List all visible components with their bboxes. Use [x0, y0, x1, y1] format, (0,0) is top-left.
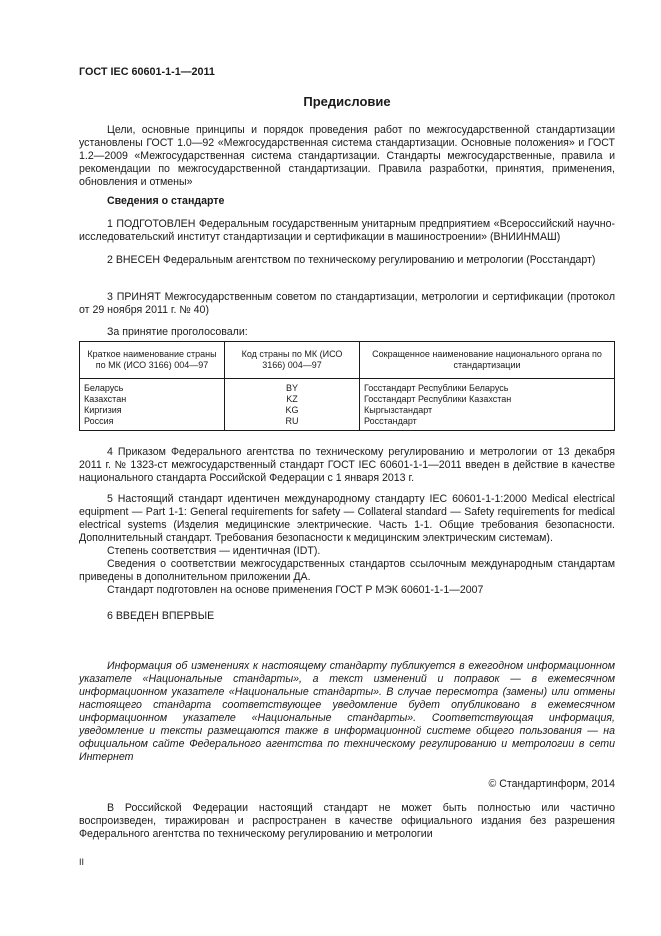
table-header-code: Код страны по МК (ИСО 3166) 004—97	[225, 342, 360, 379]
section-subtitle: Сведения о стандарте	[107, 195, 225, 207]
cell-country: Киргизия	[80, 405, 225, 416]
cell-country: Беларусь	[80, 379, 225, 395]
item-5	[79, 493, 615, 597]
item-2-text: 2 ВНЕСЕН Федеральным агентством по техническому регулированию и метрологии (Росстандарт)	[107, 254, 596, 266]
item-3	[79, 291, 615, 317]
item-6	[79, 610, 615, 623]
cell-code: BY	[225, 379, 360, 395]
cell-code: KG	[225, 405, 360, 416]
table-row	[80, 394, 615, 405]
vote-label-block	[79, 326, 615, 339]
document-header: ГОСТ IEC 60601-1-1—2011	[79, 66, 215, 78]
item-5-basis: Стандарт подготовлен на основе применения ГОСТ Р МЭК 60601-1-1—2007	[107, 584, 484, 596]
intro-section	[79, 124, 615, 189]
table-row	[80, 416, 615, 431]
item-5-text: 5 Настоящий стандарт идентичен международному стандарту IEC 60601-1-1:2000 Medical electrical equipment — Part 1-1: General requirements for safety — Collateral standard — Safety requirements for medical electrical systems (Изделия медицинские электрические. Часть 1-1. Общие требования безопасности. Дополнительный стандарт. Требования безопасности к медицинским электрическим системам).	[79, 493, 615, 544]
cell-code: RU	[225, 416, 360, 431]
reproduction-notice	[79, 802, 615, 841]
page-number: II	[79, 857, 85, 867]
cell-code: KZ	[225, 394, 360, 405]
item-6-text: 6 ВВЕДЕН ВПЕРВЫЕ	[107, 610, 215, 622]
intro-paragraph: Цели, основные принципы и порядок проведения работ по межгосударственной стандартизации установлены ГОСТ 1.0—92 «Межгосударственная система стандартизации. Основные положения» и ГОСТ 1.2—2009 «Межгосударственная система стандартизации. Стандарты межгосударственные, правила и рекомендации по межгосударственной стандартизации. Правила разработки, принятия, применения, обновления и отмены»	[79, 124, 615, 188]
item-5-refs: Сведения о соответствии межгосударственных стандартов ссылочным международным стандартам приведены в дополнительном приложении ДА.	[79, 558, 615, 583]
document-page	[79, 0, 615, 936]
table-header-country: Краткое наименование страны по МК (ИСО 3166) 004—97	[80, 342, 225, 379]
item-3-text: 3 ПРИНЯТ Межгосударственным советом по стандартизации, метрологии и сертификации (протокол от 29 ноября 2011 г. № 40)	[79, 291, 615, 316]
info-notice-text: Информация об изменениях к настоящему стандарту публикуется в ежегодном информационном указателе «Национальные стандарты», а текст изменений и поправок — в ежемесячном информационном указателе «Национальные стандарты». В случае пересмотра (замены) или отмены настоящего стандарта соответствующее уведомление будет опубликовано в ежемесячном информационном указателе «Национальные стандарты». Соответствующая информация, уведомление и тексты размещаются также в информационной системе общего пользования — на официальном сайте Федерального агентства по техническому регулированию и метрологии в сети Интернет	[79, 660, 615, 763]
item-4-text: 4 Приказом Федерального агентства по техническому регулированию и метрологии от 13 декабря 2011 г. № 1323-ст межгосударственный стандарт ГОСТ IEC 60601-1-1—2011 введен в действие в качестве национального стандарта Российской Федерации с 1 января 2013 г.	[79, 446, 615, 484]
cell-body: Госстандарт Республики Казахстан	[360, 394, 615, 405]
cell-country: Россия	[80, 416, 225, 431]
table-header-body: Сокращенное наименование национального органа по стандартизации	[360, 342, 615, 379]
table-row	[80, 405, 615, 416]
item-4	[79, 446, 615, 485]
copyright: © Стандартинформ, 2014	[488, 778, 615, 790]
item-1	[79, 218, 615, 244]
page-title: Предисловие	[303, 94, 391, 109]
info-notice	[79, 660, 615, 764]
vote-label: За принятие проголосовали:	[107, 326, 248, 338]
cell-country: Казахстан	[80, 394, 225, 405]
table-header-row	[80, 342, 615, 379]
cell-body: Госстандарт Республики Беларусь	[360, 379, 615, 395]
cell-body: Кыргызстандарт	[360, 405, 615, 416]
countries-table	[79, 341, 615, 431]
item-2	[79, 254, 615, 267]
item-5-degree: Степень соответствия — идентичная (IDT).	[107, 545, 321, 557]
table-row	[80, 379, 615, 395]
item-1-text: 1 ПОДГОТОВЛЕН Федеральным государственным унитарным предприятием «Всероссийский научно-исследовательский институт стандартизации и сертификации в машиностроении» (ВНИИНМАШ)	[79, 218, 615, 243]
cell-body: Росстандарт	[360, 416, 615, 431]
reproduction-notice-text: В Российской Федерации настоящий стандарт не может быть полностью или частично воспроизведен, тиражирован и распространен в качестве официального издания без разрешения Федерального агентства по техническому регулированию и метрологии	[79, 802, 615, 840]
